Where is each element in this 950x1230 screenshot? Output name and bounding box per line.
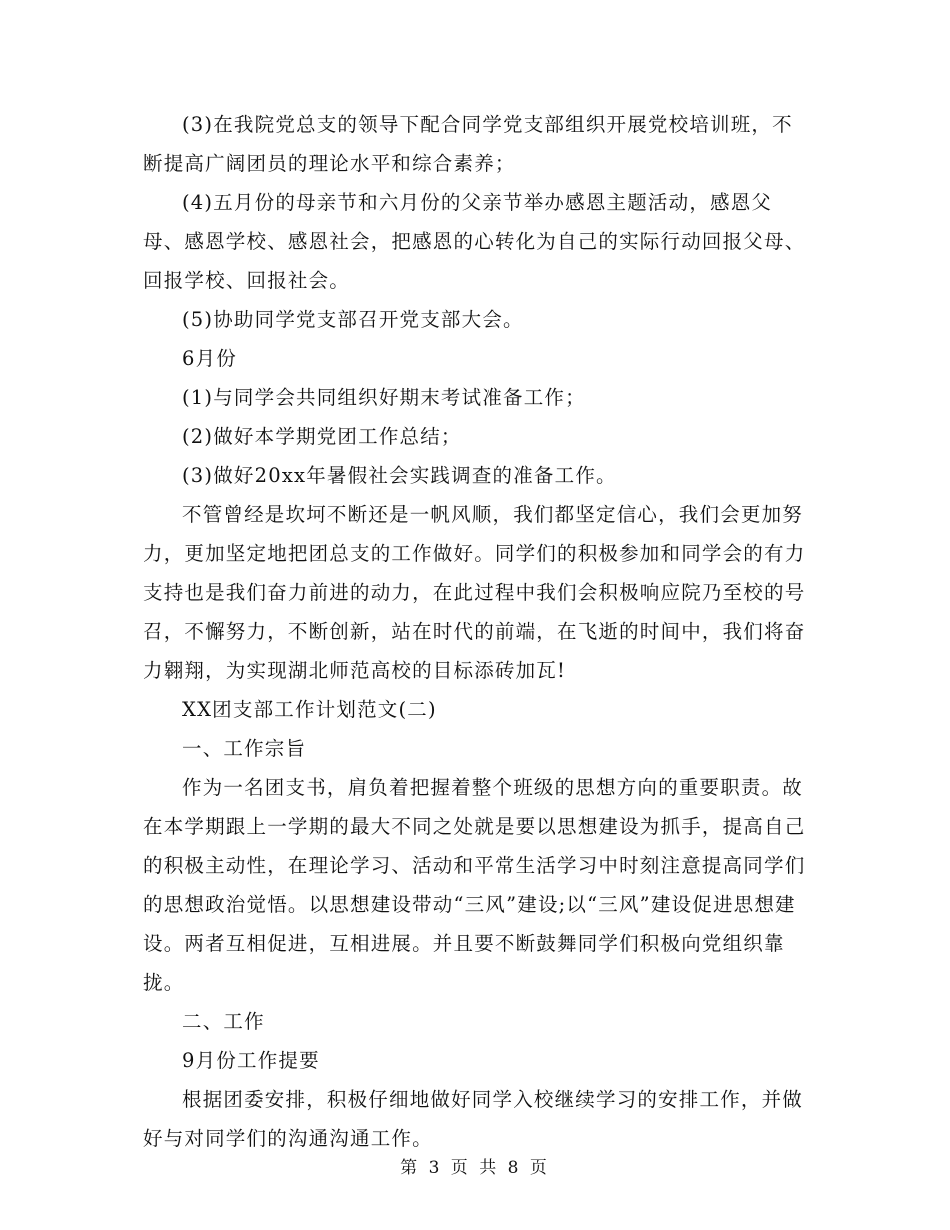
paragraph: (4)五月份的母亲节和六月份的父亲节举办感恩主题活动，感恩父母、感恩学校、感恩社会，把感恩的心转化为自己的实际行动回报父母、回报学校、回报社会。 [143, 191, 806, 292]
section-heading: 9月份工作提要 [182, 1049, 320, 1072]
paragraph: 根据团委安排，积极仔细地做好同学入校继续学习的安排工作，并做好与对同学们的沟通沟通工作。 [143, 1088, 804, 1150]
section-heading: 一、工作宗旨 [182, 737, 307, 760]
section-heading: 二、工作 [182, 1010, 265, 1033]
paragraph: (2)做好本学期党团工作总结； [182, 425, 462, 448]
paragraph: 不管曾经是坎坷不断还是一帆风顺，我们都坚定信心，我们会更加努力，更加坚定地把团总支的工作做好。同学们的积极参加和同学会的有力支持也是我们奋力前进的动力，在此过程中我们会积极响应院乃至校的号召，不懈努力，不断创新，站在时代的前端，在飞逝的时间中，我们将奋力翱翔，为实现湖北师范高校的目标添砖加瓦! [143, 503, 806, 682]
paragraph: (3)做好20xx年暑假社会实践调查的准备工作。 [182, 464, 617, 487]
section-heading: 6月份 [182, 347, 238, 370]
document-subtitle: XX团支部工作计划范文(二) [182, 698, 437, 721]
document-body [143, 105, 813, 1158]
paragraph: (5)协助同学党支部召开党支部大会。 [182, 308, 524, 331]
paragraph: (1)与同学会共同组织好期末考试准备工作； [182, 386, 586, 409]
paragraph: (3)在我院党总支的领导下配合同学党支部组织开展党校培训班，不断提高广阔团员的理论水平和综合素养； [143, 113, 793, 175]
paragraph: 作为一名团支书，肩负着把握着整个班级的思想方向的重要职责。故在本学期跟上一学期的最大不同之处就是要以思想建设为抓手，提高自己的积极主动性，在理论学习、活动和平常生活学习中时刻注意提高同学们的思想政治觉悟。以思想建设带动“三风”建设;以“三风”建设促进思想建设。两者互相促进，互相进展。并且要不断鼓舞同学们积极向党组织靠拢。 [143, 776, 806, 994]
page-number-footer: 第 3 页 共 8 页 [400, 1158, 550, 1178]
